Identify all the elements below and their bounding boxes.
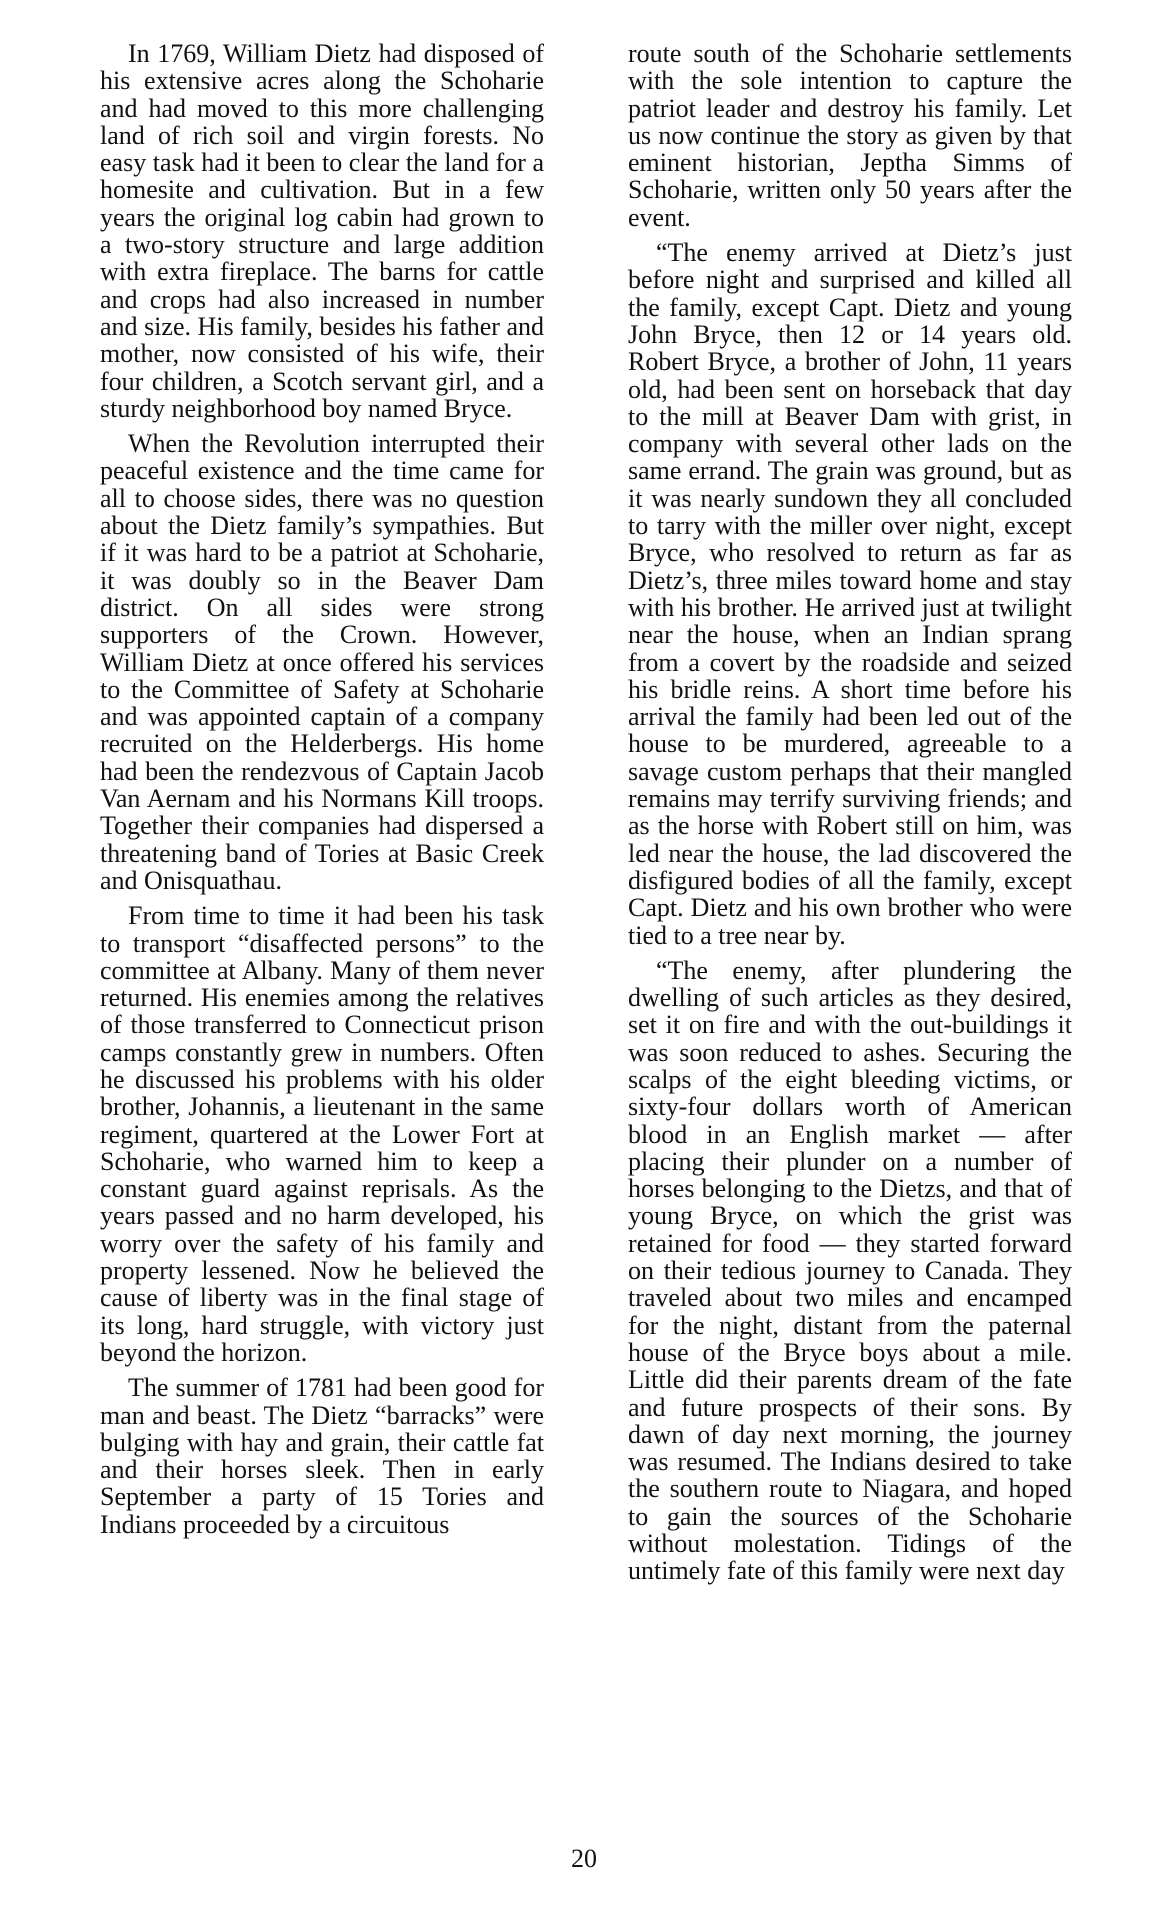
text-column-left xyxy=(100,40,544,1546)
paragraph-continued: route south of the Schoharie settlements with the sole intention to capture the patriot leader and destroy his family. Let us now continue the story as given by that eminent historian, Jeptha Simms of Schoharie, written only 50 years after the event. xyxy=(628,39,1072,232)
paragraph: “The enemy arrived at Dietz’s just before night and surprised and killed all the family, except Capt. Dietz and young John Bryce, then 12 or 14 years old. Robert Bryce, a brother of John, 11 years old, had been sent on horseback that day to the mill at Beaver Dam with grist, in company with several other lads on the same errand. The grain was ground, but as it was nearly sundown they all concluded to tarry with the miller over night, except Bryce, who resolved to return as far as Dietz’s, three miles toward home and stay with his brother. He arrived just at twilight near the house, when an Indian sprang from a covert by the roadside and seized his bridle reins. A short time before his arrival the family had been led out of the house to be murdered, agreeable to a savage custom perhaps that their mangled remains may terrify surviving friends; and as the horse with Robert still on him, was led near the house, the lad discovered the disfigured bodies of all the family, except Capt. Dietz and his own brother who were tied to a tree near by. xyxy=(628,238,1072,950)
paragraph: From time to time it had been his task to transport “disaffected persons” to the committee at Albany. Many of them never returned. His enemies among the relatives of those transferred to Connecticut prison camps constantly grew in numbers. Often he discussed his problems with his older brother, Johannis, a lieutenant in the same regiment, quartered at the Lower Fort at Schoharie, who warned him to keep a constant guard against reprisals. As the years passed and no harm developed, his worry over the safety of his family and property lessened. Now he believed the cause of liberty was in the final stage of its long, hard struggle, with victory just beyond the horizon. xyxy=(100,901,544,1367)
page-number: 20 xyxy=(571,1844,597,1873)
paragraph: “The enemy, after plundering the dwelling of such articles as they desired, set it on fire and with the out-buildings it was soon reduced to ashes. Securing the scalps of the eight bleeding victims, or sixty-four dollars worth of American blood in an English market — after placing their plunder on a number of horses belonging to the Dietzs, and that of young Bryce, on which the grist was retained for food — they started forward on their tedious journey to Canada. They traveled about two miles and encamped for the night, distant from the paternal house of the Bryce boys about a mile. Little did their parents dream of the fate and future prospects of their sons. By dawn of day next morning, the journey was resumed. The Indians desired to take the southern route to Niagara, and hoped to gain the sources of the Schoharie without molestation. Tidings of the untimely fate of this family were next day xyxy=(628,955,1072,1586)
paragraph: The summer of 1781 had been good for man and beast. The Dietz “barracks” were bulging with hay and grain, their cattle fat and their horses sleek. Then in early September a party of 15 Tories and Indians proceeded by a circuitous xyxy=(100,1373,544,1539)
text-column-right xyxy=(628,40,1072,1593)
paragraph: In 1769, William Dietz had disposed of his extensive acres along the Schoharie and had moved to this more challenging land of rich soil and virgin forests. No easy task had it been to clear the land for a homesite and cultivation. But in a few years the original log cabin had grown to a two-story structure and large addition with extra fireplace. The barns for cattle and crops had also increased in number and size. His family, besides his father and mother, now consisted of his wife, their four children, a Scotch servant girl, and a sturdy neighborhood boy named Bryce. xyxy=(100,39,544,423)
paragraph: When the Revolution interrupted their peaceful existence and the time came for all to choose sides, there was no question about the Dietz family’s sympathies. But if it was hard to be a patriot at Schoharie, it was doubly so in the Beaver Dam district. On all sides were strong supporters of the Crown. However, William Dietz at once offered his services to the Committee of Safety at Schoharie and was appointed captain of a company recruited on the Helderbergs. His home had been the rendezvous of Captain Jacob Van Aernam and his Normans Kill troops. Together their companies had dispersed a threatening band of Tories at Basic Creek and Onisquathau. xyxy=(100,429,544,895)
